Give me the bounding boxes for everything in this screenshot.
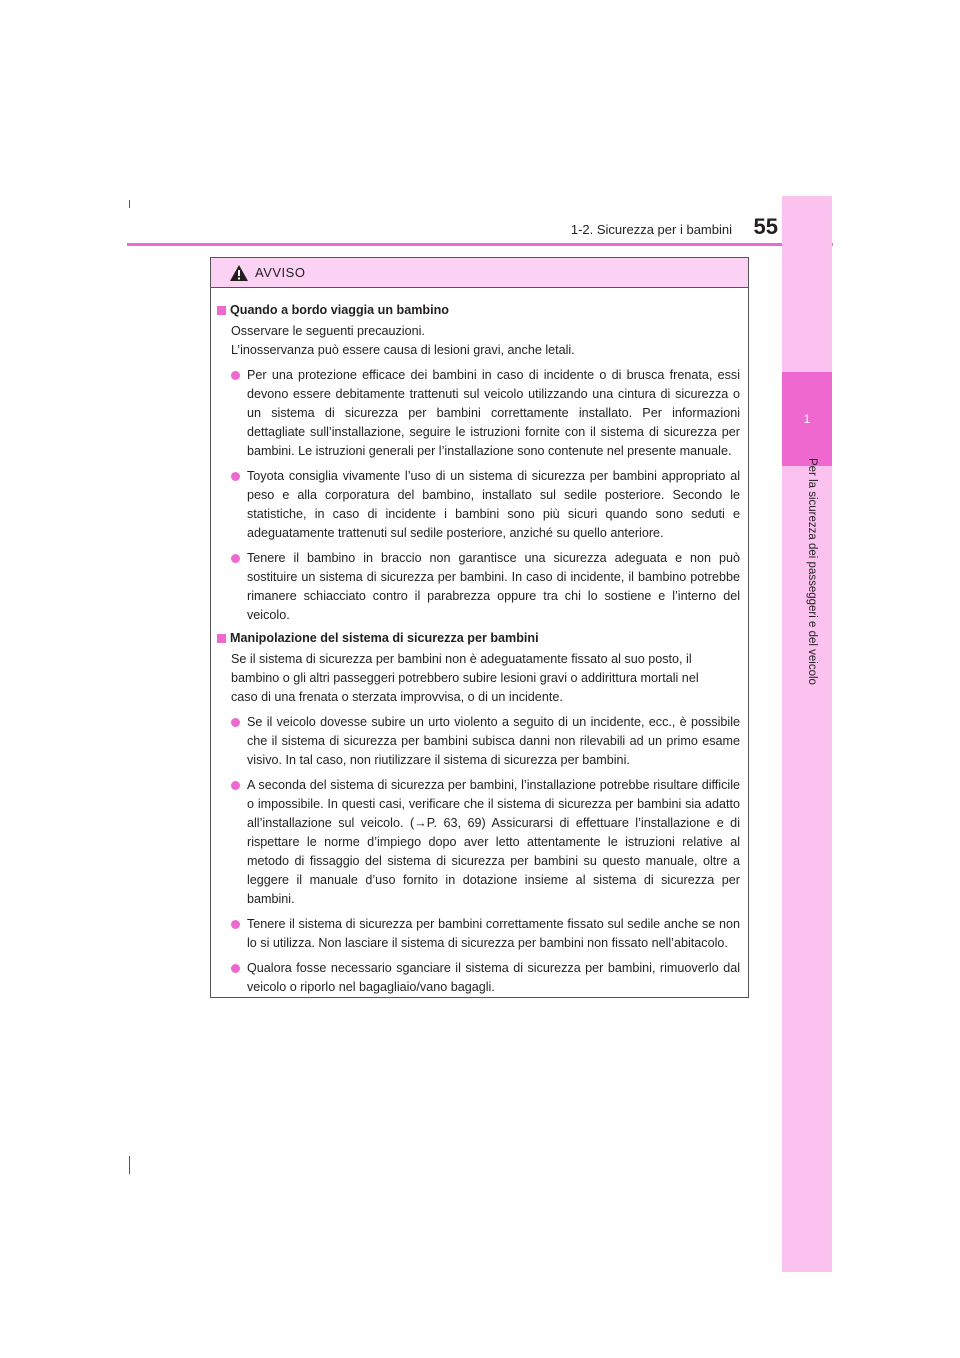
bullet-item (217, 467, 740, 543)
bullet-dot-icon (231, 964, 240, 973)
bullet-dot-icon (231, 920, 240, 929)
bullet-text: Toyota consiglia vivamente l’uso di un sistema di sicurezza per bambini appropriato al peso e alla corporatura del bambino, installato sul sedile posteriore. Secondo le statistiche, in caso di incidente i bambini sono più sicuri quando sono seduti e adeguatamente trattenuti sul sedile posteriore, anziché su quello anteriore. (247, 469, 740, 540)
bullet-text: A seconda del sistema di sicurezza per bambini, l’installazione potrebbe risultare difficile o impossibile. In questi casi, verificare che il sistema di sicurezza per bambini sia adatto all’installazione sul veicolo. (→P. 63, 69) Assicurarsi di effettuare l’installazione e di rispettare le norme d’impiego dopo aver letto attentamente le istruzioni relative al metodo di fissaggio del sistema di sicurezza per bambini su questo manuale, oltre a leggere il manuale d’uso fornito in dotazione insieme al sistema di sicurezza per bambini. (247, 778, 740, 906)
intro-line: L’inosservanza può essere causa di lesioni gravi, anche letali. (231, 343, 575, 357)
page-number: 55 (753, 214, 778, 239)
intro-line: caso di una frenata o sterzata improvvisa, o di un incidente. (231, 690, 563, 704)
square-bullet-icon (217, 306, 226, 315)
intro-line: bambino o gli altri passeggeri potrebbero subire lesioni gravi o addirittura mortali nel (231, 671, 699, 685)
bullet-item (217, 959, 740, 997)
intro-paragraph (217, 650, 740, 707)
bullet-text: Tenere il sistema di sicurezza per bambini correttamente fissato sul sedile anche se non lo si utilizza. Non lasciare il sistema di sicurezza per bambini non fissato nell’abitacolo. (247, 917, 740, 950)
warning-header (211, 258, 748, 288)
chapter-title: Per la sicurezza dei passeggeri e del veicolo (806, 457, 818, 685)
intro-line: Osservare le seguenti precauzioni. (231, 324, 425, 338)
bullet-dot-icon (231, 718, 240, 727)
bullet-item (217, 549, 740, 625)
bullet-item (217, 776, 740, 909)
warning-title: AVVISO (255, 265, 306, 280)
section-heading (217, 629, 740, 648)
intro-paragraph (217, 322, 740, 360)
bullet-text: Se il veicolo dovesse subire un urto violento a seguito di un incidente, ecc., è possibile che il sistema di sicurezza per bambini subisca danni non rilevabili ad un primo esame visivo. In tal caso, non riutilizzare il sistema di sicurezza per bambini. (247, 715, 740, 767)
bullet-item (217, 713, 740, 770)
bullet-dot-icon (231, 781, 240, 790)
bullet-text: Qualora fosse necessario sganciare il sistema di sicurezza per bambini, rimuoverlo dal veicolo o riporlo nel bagagliaio/vano bagagli. (247, 961, 740, 994)
section-heading (217, 301, 740, 320)
warning-content (211, 288, 748, 997)
header-rule (127, 243, 833, 246)
warning-box (210, 257, 749, 998)
chapter-number: 1 (803, 412, 811, 426)
intro-line: Se il sistema di sicurezza per bambini non è adeguatamente fissato al suo posto, il (231, 652, 692, 666)
crop-mark (129, 1156, 130, 1174)
heading-text: Quando a bordo viaggia un bambino (230, 303, 449, 317)
bullet-text: Tenere il bambino in braccio non garantisce una sicurezza adeguata e non può sostituire un sistema di sicurezza per bambini. In caso di incidente, il bambino potrebbe rimanere schiacciato contro il parabrezza oppure tra chi lo sostiene e l’interno del veicolo. (247, 551, 740, 622)
warning-triangle-icon (229, 264, 249, 282)
section-title: 1-2. Sicurezza per i bambini (570, 222, 732, 237)
bullet-dot-icon (231, 371, 240, 380)
bullet-dot-icon (231, 472, 240, 481)
side-tab-bar (782, 196, 832, 1272)
bullet-item (217, 915, 740, 953)
crop-mark (129, 200, 130, 208)
square-bullet-icon (217, 634, 226, 643)
heading-text: Manipolazione del sistema di sicurezza per bambini (230, 631, 539, 645)
bullet-item (217, 366, 740, 461)
bullet-text: Per una protezione efficace dei bambini in caso di incidente o di brusca frenata, essi devono essere debitamente trattenuti sul veicolo utilizzando una cintura di sicurezza o un sistema di sicurezza per bambini correttamente installato. Per informazioni dettagliate sull’installazione, seguire le istruzioni fornite con il sistema di sicurezza per bambini. Le istruzioni generali per l’installazione sono contenute nel presente manuale. (247, 368, 740, 458)
bullet-dot-icon (231, 554, 240, 563)
